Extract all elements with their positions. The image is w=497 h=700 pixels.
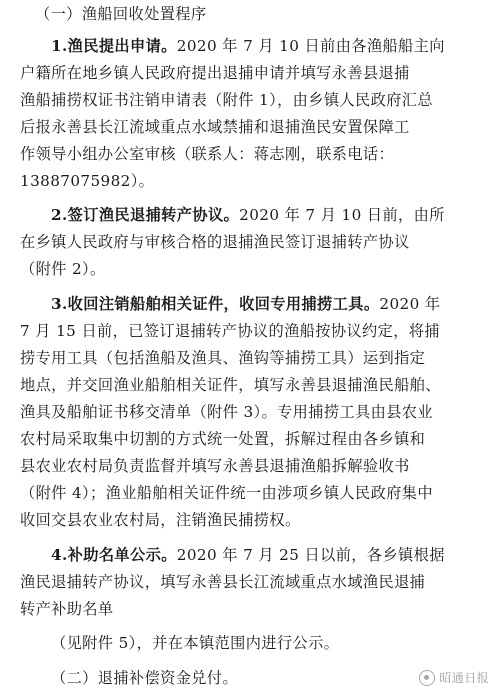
wechat-logo-icon xyxy=(419,670,435,686)
paragraph-4-line-2: 渔民退捕转产协议，填写永善县长江流域重点水域渔民退捕 xyxy=(20,573,426,591)
paragraph-1-line-6: 13887075982）。 xyxy=(20,172,155,190)
paragraph-2-line-1 xyxy=(51,205,445,225)
paragraph-1-line-1 xyxy=(51,36,445,56)
paragraph-3-line-2: 7 月 15 日前，已签订退捕转产协议的渔船按协议约定，将捕 xyxy=(20,322,440,340)
step-3-title: 3.收回注销船舶相关证件，收回专用捕捞工具。 xyxy=(51,295,380,313)
paragraph-4-line-3: 转产补助名单 xyxy=(20,600,114,618)
step-1-title: 1.渔民提出申请。 xyxy=(51,37,177,55)
paragraph-1-line-2: 户籍所在地乡镇人民政府提出退捕申请并填写永善县退捕 xyxy=(20,64,410,82)
step-1-text: 2020 年 7 月 10 日前由各渔船船主向 xyxy=(176,37,445,55)
step-3-text: 2020 年 xyxy=(379,295,441,313)
paragraph-3-line-4: 地点，并交回渔业船舶相关证件，填写永善县退捕渔民船舶、 xyxy=(20,376,441,394)
source-watermark xyxy=(419,669,489,686)
paragraph-1-line-3: 渔船捕捞权证书注销申请表（附件 1），由乡镇人民政府汇总 xyxy=(20,91,433,109)
paragraph-3-line-1 xyxy=(51,294,440,314)
paragraph-4-line-1 xyxy=(51,545,445,565)
paragraph-1-line-5: 作领导小组办公室审核（联系人：蒋志刚，联系电话： xyxy=(20,145,395,163)
paragraph-3-line-9: 收回交县农业农村局，注销渔民捕捞权。 xyxy=(20,511,301,529)
paragraph-2-line-2: 在乡镇人民政府与审核合格的退捕渔民签订退捕转产协议 xyxy=(20,233,410,251)
section-heading-2: （二）退捕补偿资金兑付。 xyxy=(51,669,239,687)
paragraph-4-line-4: （见附件 5），并在本镇范围内进行公示。 xyxy=(51,634,340,652)
paragraph-3-line-8: （附件 4）；渔业船舶相关证件统一由涉项乡镇人民政府集中 xyxy=(20,484,433,502)
step-4-title: 4.补助名单公示。 xyxy=(51,546,177,564)
paragraph-3-line-5: 渔具及船舶证书移交清单（附件 3）。专用捕捞工具由县农业 xyxy=(20,403,433,421)
paragraph-1-line-4: 后报永善县长江流域重点水域禁捕和退捕渔民安置保障工 xyxy=(20,118,410,136)
paragraph-3-line-3: 捞专用工具（包括渔船及渔具、渔钩等捕捞工具）运到指定 xyxy=(20,349,426,367)
step-2-title: 2.签订渔民退捕转产协议。 xyxy=(51,206,240,224)
paragraph-3-line-7: 县农业农村局负责监督并填写永善县退捕渔船拆解验收书 xyxy=(20,457,410,475)
paragraph-3-line-6: 农村局采取集中切割的方式统一处置，拆解过程由各乡镇和 xyxy=(20,430,426,448)
step-4-text: 2020 年 7 月 25 日以前，各乡镇根据 xyxy=(176,546,445,564)
paragraph-2-line-3: （附件 2）。 xyxy=(20,260,106,278)
step-2-text: 2020 年 7 月 10 日前，由所 xyxy=(239,206,445,224)
section-heading: （一）渔船回收处置程序 xyxy=(35,5,207,23)
watermark-text: 昭通日报 xyxy=(439,671,489,685)
